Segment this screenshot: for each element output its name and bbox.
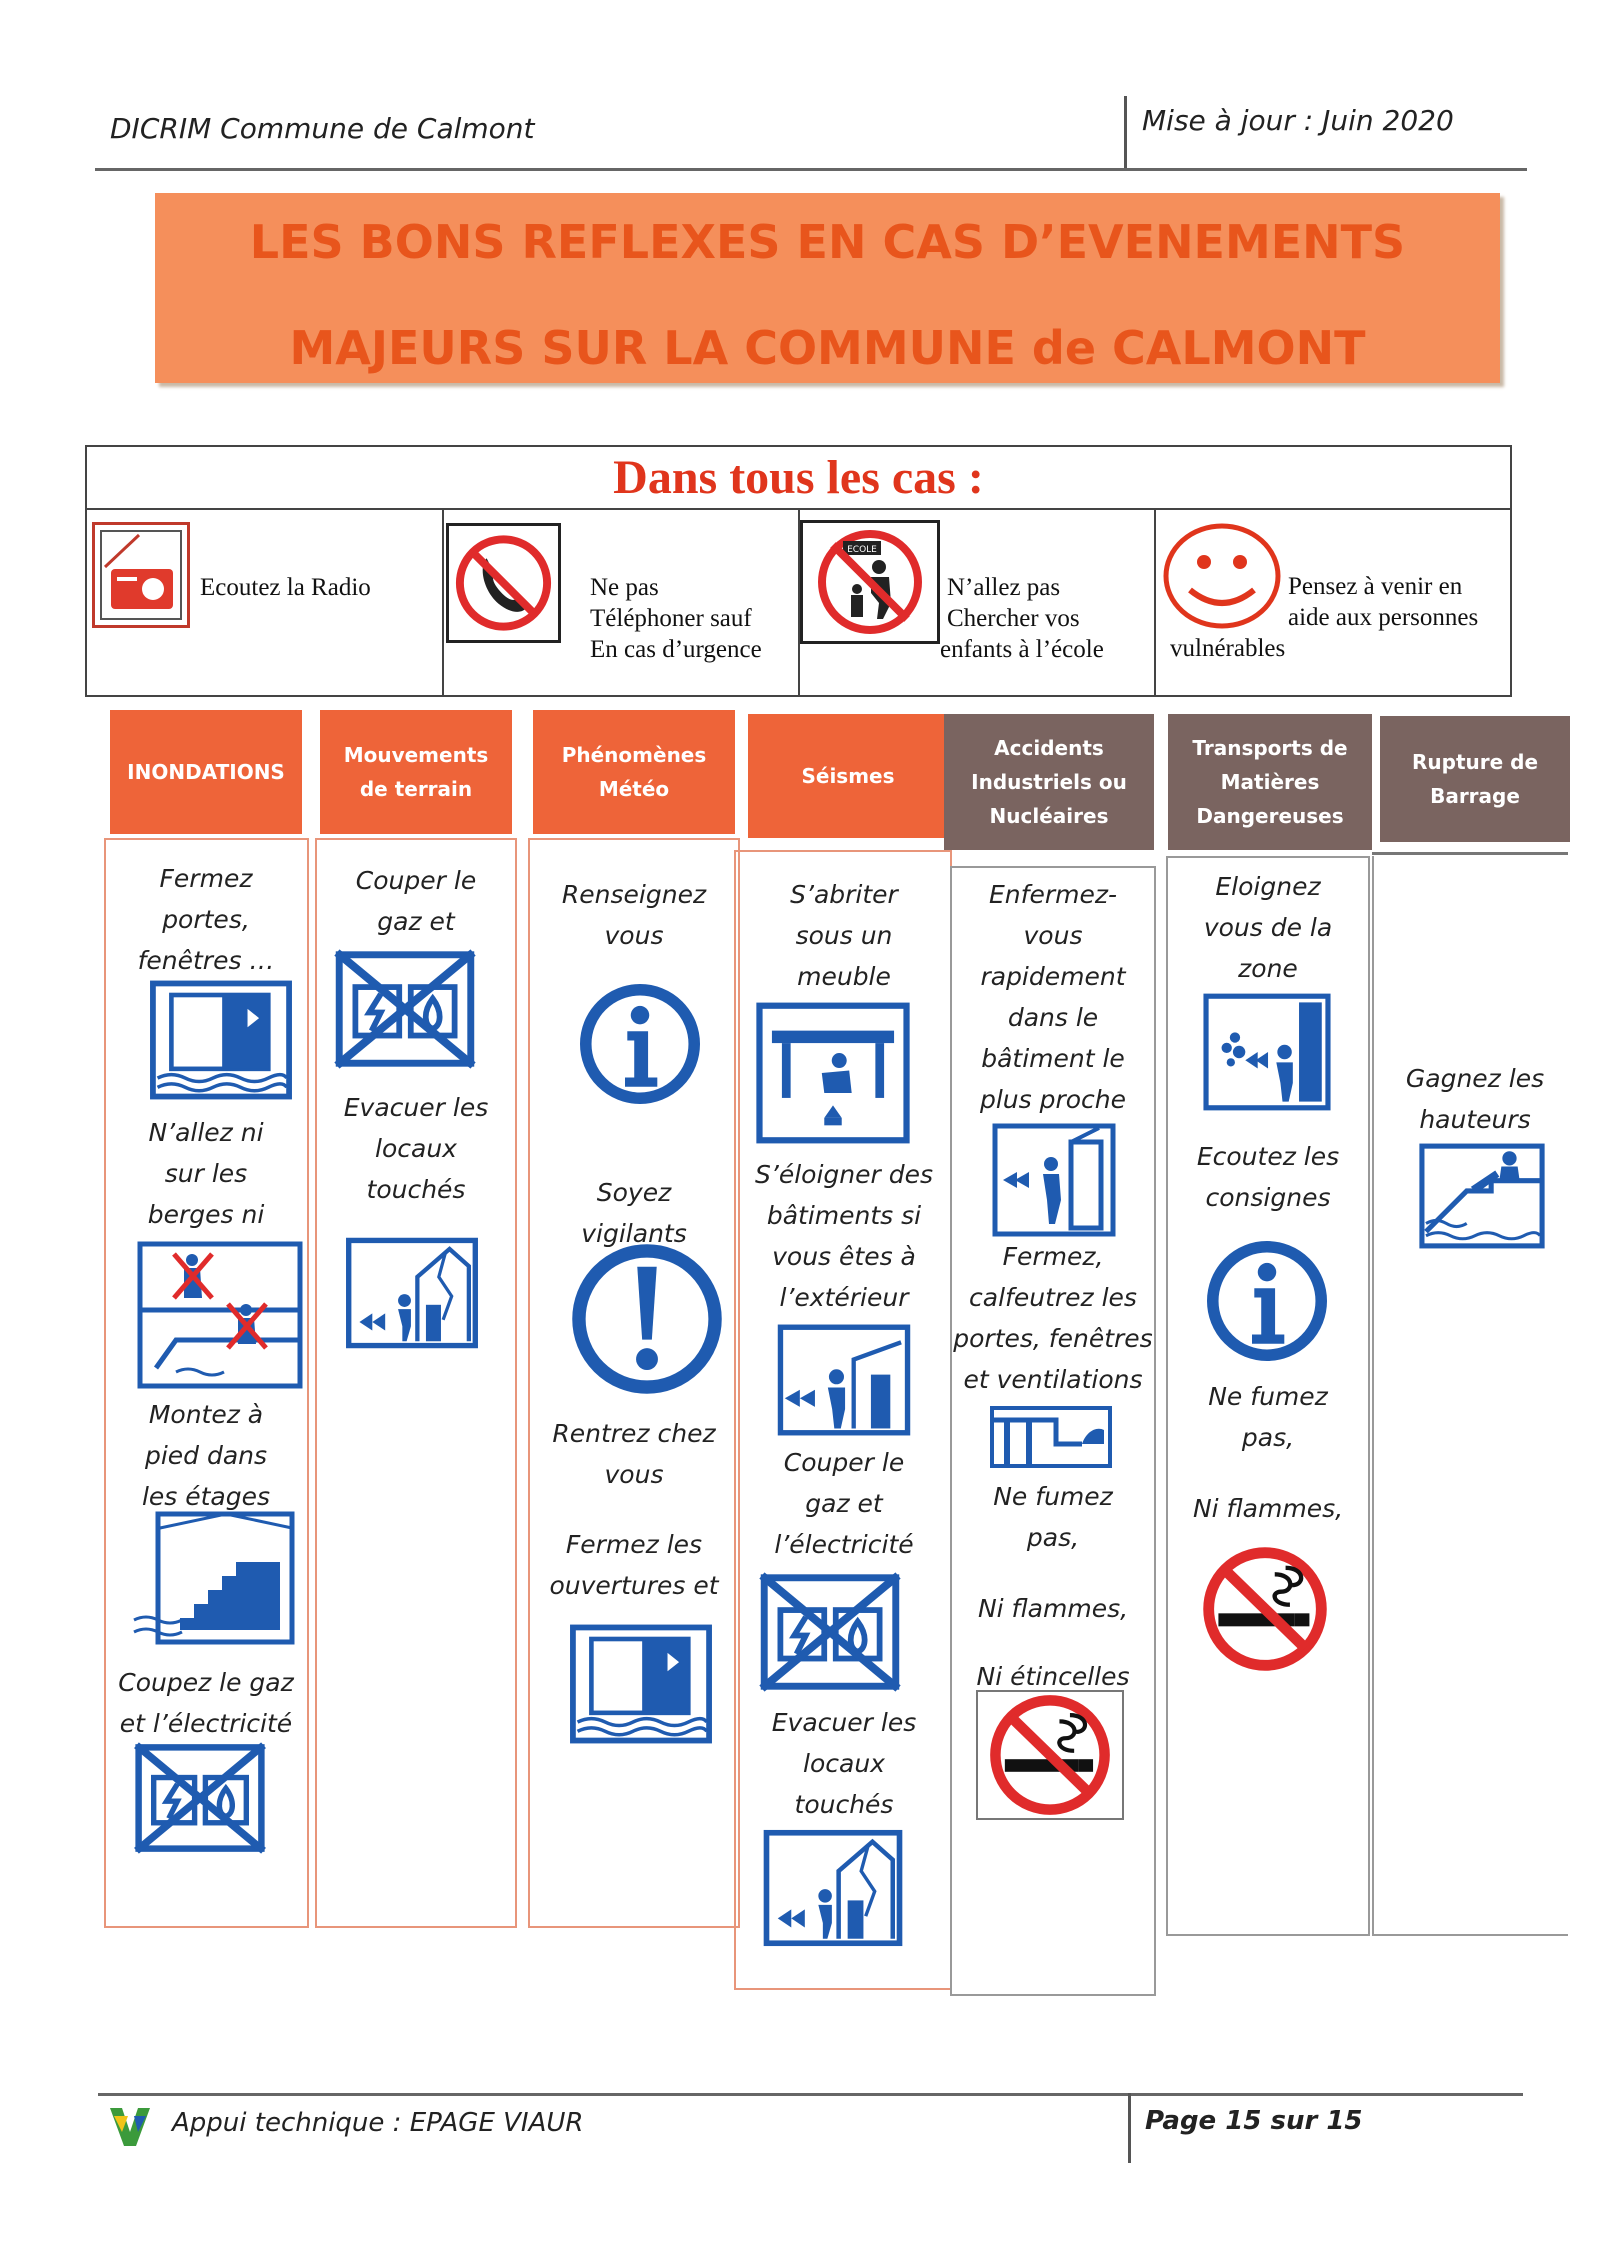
category-header-label: de terrain xyxy=(359,777,473,801)
banner-line-1: LES BONS REFLEXES EN CAS D’EVENEMENTS xyxy=(249,215,1406,269)
text-line: vous xyxy=(604,921,664,950)
text-line: vous xyxy=(1023,921,1083,950)
text-line: sous un xyxy=(795,921,893,950)
step-text xyxy=(1380,1058,1570,1140)
cell-divider xyxy=(442,508,444,697)
text-line: Ne pas xyxy=(590,574,659,601)
header-divider xyxy=(1124,96,1127,170)
text-line: Ne fumez xyxy=(993,1482,1113,1511)
category-header-label: Nucléaires xyxy=(989,804,1109,828)
text-line: gaz et xyxy=(377,907,455,936)
text-line: Enfermez- xyxy=(989,880,1117,909)
step-text xyxy=(110,1662,302,1738)
text-line: Fermez les xyxy=(565,1530,703,1559)
text-line: ouvertures et xyxy=(549,1571,719,1600)
text-line: bâtiments si xyxy=(766,1201,922,1230)
text-line: dans le xyxy=(1007,1003,1099,1032)
text-line: vous êtes à xyxy=(772,1242,916,1271)
category-header-label: Barrage xyxy=(1430,784,1520,808)
footer-divider xyxy=(1128,2093,1131,2163)
stairs-icon xyxy=(130,1510,296,1646)
category-header-label: Phénomènes xyxy=(561,743,707,767)
text-line: calfeutrez les xyxy=(969,1283,1137,1312)
warning-icon xyxy=(567,1240,727,1398)
step-text xyxy=(533,1524,735,1606)
text-line: N’allez ni xyxy=(148,1118,264,1147)
cell-divider xyxy=(1154,508,1156,697)
text-line: Couper le xyxy=(783,1448,905,1477)
text-line: touchés xyxy=(794,1790,894,1819)
text-line: En cas d’urgence xyxy=(590,636,762,663)
text-line: Ni flammes, xyxy=(977,1594,1129,1623)
all-cases-item-text: Ecoutez la Radio xyxy=(200,574,371,601)
category-header-label: Mouvements xyxy=(343,743,489,767)
text-line: locaux xyxy=(803,1749,885,1778)
category-header-label: Séismes xyxy=(801,764,895,788)
move-away-icon xyxy=(774,1320,914,1440)
category-header-label: Météo xyxy=(598,777,670,801)
category-header-label: Matières xyxy=(1220,770,1320,794)
door-flood-icon xyxy=(566,1620,716,1748)
text-line: meuble xyxy=(797,962,891,991)
text-line: vigilants xyxy=(581,1219,687,1248)
text-line: consignes xyxy=(1205,1183,1331,1212)
text-line: pied dans xyxy=(144,1441,268,1470)
text-line: Ecoutez les xyxy=(1196,1142,1340,1171)
cut-gas-electricity-icon xyxy=(130,1738,270,1858)
text-line: Gagnez les xyxy=(1405,1064,1545,1093)
seal-vents-icon xyxy=(972,1400,1130,1470)
text-line: et ventilations xyxy=(963,1365,1143,1394)
text-line: Ni étincelles xyxy=(976,1662,1130,1691)
text-line: Pensez à venir en xyxy=(1288,573,1463,600)
text-line: Couper le xyxy=(355,866,477,895)
cut-gas-electricity-icon xyxy=(330,945,480,1073)
text-line: aide aux personnes xyxy=(1288,604,1479,631)
step-text xyxy=(533,874,735,950)
text-line: zone xyxy=(1238,954,1298,983)
step-text xyxy=(1166,1488,1370,1529)
text-line: Evacuer les xyxy=(771,1708,917,1737)
step-text xyxy=(740,1442,948,1565)
step-text xyxy=(740,1154,948,1318)
text-line: portes, xyxy=(162,905,250,934)
text-line: berges ni xyxy=(147,1200,265,1229)
footer-right: Page 15 sur 15 xyxy=(1145,2106,1363,2136)
text-line: Coupez le gaz xyxy=(118,1668,294,1697)
step-text xyxy=(110,858,302,978)
text-line: les étages xyxy=(141,1482,271,1511)
shelter-in-icon xyxy=(984,1120,1124,1240)
title-banner xyxy=(155,193,1500,383)
category-header-label: INONDATIONS xyxy=(127,760,285,784)
category-header-label: Accidents xyxy=(994,736,1104,760)
no-smoking-icon xyxy=(976,1690,1124,1820)
text-line: et l’électricité xyxy=(119,1709,293,1738)
text-line: rapidement xyxy=(980,962,1126,991)
info-icon xyxy=(1192,1236,1342,1366)
info-icon xyxy=(565,980,715,1108)
text-line: Montez à xyxy=(148,1400,264,1429)
header-right: Mise à jour : Juin 2020 xyxy=(1142,104,1454,137)
text-line: S’abriter xyxy=(790,880,898,909)
text-line: plus proche xyxy=(979,1085,1127,1114)
door-flood-icon xyxy=(146,976,296,1104)
all-cases-item-text xyxy=(1288,571,1478,633)
all-cases-item-text xyxy=(947,572,1080,634)
no-bank-icon xyxy=(136,1240,304,1390)
text-line: Renseignez xyxy=(561,880,707,909)
step-text xyxy=(950,1476,1156,1558)
category-header-rupture-barrage xyxy=(1380,716,1570,842)
all-cases-item-text xyxy=(590,572,762,665)
no-phone-icon xyxy=(446,523,561,643)
category-header-seismes xyxy=(748,714,948,838)
step-text xyxy=(533,1413,735,1495)
text-line: hauteurs xyxy=(1419,1105,1531,1134)
text-line: bâtiment le xyxy=(981,1044,1125,1073)
category-header-label: Industriels ou xyxy=(971,770,1127,794)
category-header-phenomenes-meteo xyxy=(533,710,735,834)
text-line: l’électricité xyxy=(774,1530,914,1559)
step-text xyxy=(950,874,1156,1120)
category-header-label: Transports de xyxy=(1192,736,1348,760)
text-line: S’éloigner des xyxy=(755,1160,933,1189)
smiley-icon xyxy=(1160,520,1285,632)
text-line: Ni flammes, xyxy=(1192,1494,1344,1523)
text-line: locaux xyxy=(375,1134,457,1163)
text-line: Téléphoner sauf xyxy=(590,605,752,632)
footer-left: Appui technique : EPAGE VIAUR xyxy=(172,2108,584,2138)
school-sign-label: ECOLE xyxy=(847,545,877,555)
column-top-rule xyxy=(1372,852,1568,855)
banner-line-2: MAJEURS SUR LA COMMUNE de CALMONT xyxy=(289,321,1366,375)
radio-icon xyxy=(92,522,190,628)
move-away-gas-icon xyxy=(1192,990,1342,1114)
step-text xyxy=(110,1394,302,1510)
text-line: Evacuer les xyxy=(343,1093,489,1122)
category-header-accidents-industriels xyxy=(944,714,1154,850)
evacuate-building-icon xyxy=(332,1234,492,1352)
text-line: Soyez xyxy=(596,1178,672,1207)
category-header-inondations xyxy=(110,710,302,834)
category-header-mouvements-terrain xyxy=(320,710,512,834)
text-line: fenêtres … xyxy=(137,946,275,975)
footer-rule xyxy=(98,2093,1523,2096)
step-text xyxy=(1166,866,1370,989)
column-rupture-barrage xyxy=(1372,856,1568,1936)
step-text xyxy=(1166,1376,1370,1458)
text-line: Fermez, xyxy=(1002,1242,1104,1271)
step-text xyxy=(740,1702,948,1825)
text-line: vous de la xyxy=(1203,913,1333,942)
category-header-transports-matieres xyxy=(1168,714,1372,850)
text-line: N’allez pas xyxy=(947,574,1061,601)
text-line: gaz et xyxy=(805,1489,883,1518)
evacuate-building-icon xyxy=(752,1826,914,1950)
cut-gas-electricity-icon xyxy=(755,1568,905,1696)
all-cases-title: Dans tous les cas : xyxy=(613,451,984,504)
no-school-pickup-icon xyxy=(800,520,940,644)
step-text xyxy=(320,860,512,942)
all-cases-item-text: vulnérables xyxy=(1170,635,1286,662)
category-header-label: Dangereuses xyxy=(1196,804,1344,828)
step-text xyxy=(533,1172,735,1248)
step-text xyxy=(1166,1136,1370,1218)
text-line: vous xyxy=(604,1460,664,1489)
category-header-label: Rupture de xyxy=(1411,750,1539,774)
text-line: Fermez xyxy=(159,864,253,893)
text-line: pas, xyxy=(1241,1423,1295,1452)
step-text xyxy=(110,1112,302,1236)
no-smoking-icon xyxy=(1190,1544,1340,1674)
text-line: Ne fumez xyxy=(1208,1382,1328,1411)
epage-viaur-logo xyxy=(108,2102,152,2148)
step-text xyxy=(950,1236,1156,1400)
text-line: sur les xyxy=(164,1159,248,1188)
step-text xyxy=(950,1588,1156,1629)
step-text xyxy=(740,874,948,997)
step-text xyxy=(320,1087,512,1210)
text-line: pas, xyxy=(1026,1523,1080,1552)
text-line: touchés xyxy=(366,1175,466,1204)
header-rule xyxy=(95,168,1527,171)
text-line: Chercher vos xyxy=(947,605,1080,632)
table-shelter-icon xyxy=(752,998,914,1148)
high-ground-icon xyxy=(1412,1140,1552,1252)
text-line: Eloignez xyxy=(1215,872,1321,901)
text-line: l’extérieur xyxy=(779,1283,909,1312)
text-line: Rentrez chez xyxy=(552,1419,716,1448)
header-left: DICRIM Commune de Calmont xyxy=(110,112,535,145)
all-cases-item-text: enfants à l’école xyxy=(940,636,1104,663)
text-line: portes, fenêtres xyxy=(953,1324,1153,1353)
